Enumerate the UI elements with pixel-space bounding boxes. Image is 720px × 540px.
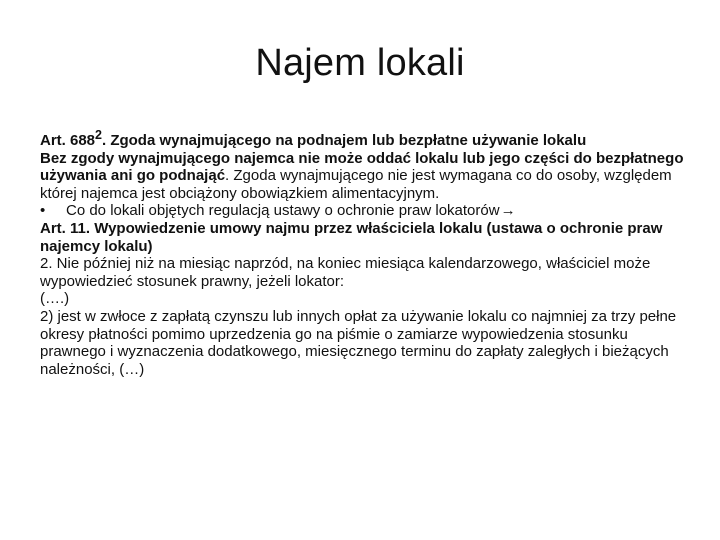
superscript: 2 [95,128,102,142]
bullet-item: • Co do lokali objętych regulacją ustawy o ochronie praw lokatorów→ [40,202,516,220]
slide-body [40,127,690,378]
art-688-heading: Art. $688^2$. Zgoda wynajmującego na podnajem lub bezpłatne używanie lokalu [40,128,587,149]
art-11-point-2: 2) jest w zwłoce z zapłatą czynszu lub innych opłat za używanie lokalu co najmniej za trzy pełne okresy płatności pomimo uprzedzenia go na piśmie o zamiarze wypowiedzenia stosunku prawnego i wyznaczenia dodatkowego, miesięcznego terminu do zapłaty zaległych i bieżących należności, (…) [40,307,677,378]
arrow-right-icon: → [500,202,516,220]
bullet-icon: • [40,202,46,220]
ellipsis: (….) [40,290,70,308]
art-11-heading: Art. 11. Wypowiedzenie umowy najmu przez właściciela lokalu (ustawa o ochronie praw najemcy lokalu) [40,219,663,255]
slide-title: Najem lokali [255,42,465,84]
art-688-text: Bez zgody wynajmującego najemca nie może oddać lokalu lub jego części do bezpłatnego używania ani go podnająć. Zgoda wynajmującego nie jest wymagana co do osoby, względem której najemca jest obciążony obowiązkiem alimentacyjnym. [40,149,684,202]
art-11-paragraph-2: 2. Nie później niż na miesiąc naprzód, na koniec miesiąca kalendarzowego, właściciel może wypowiedzieć stosunek prawny, jeżeli lokator: [40,255,651,290]
